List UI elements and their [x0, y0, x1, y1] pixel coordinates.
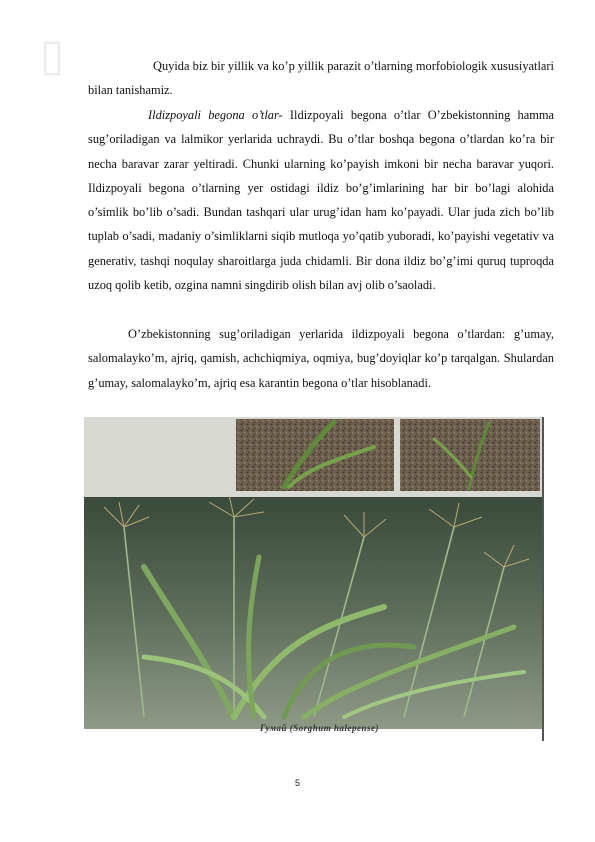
seedling-photo-left — [236, 419, 394, 491]
paragraph-intro — [88, 54, 554, 103]
sorghum-photo — [84, 417, 544, 741]
paragraph-rhizome-weeds — [88, 103, 554, 297]
sorghum-illustration — [84, 417, 542, 741]
paragraph-species — [88, 322, 554, 395]
rhizome-weeds-body: Ildizpoyali begona o’tlar O’zbekistonning hamma sug’oriladigan va lalmikor yerlarida uchraydi. Bu o’tlar boshqa begona o’tlardan ko’ra bir necha baravar zarar yeltiradi. Chunki ularning ko’payish imkoni bir necha baravar yuqori. Ildizpoyali begona o’tlarning yer ostidagi ildiz bo’g’imlarining har bir bo’lagi alohida o’simlik bo’lib o’sadi. Bundan tashqari ular urug’idan ham ko’payadi. Ular juda zich bo’lib tuplab o’sadi, madaniy o’simliklarni siqib mutloqa yo’qatib yuboradi, ko’payishi vegetativ va generativ, tashqi noqulay sharoitlarga juda chidamli. Bir dona ildiz bo’g’imi quruq tuproqda uzoq qolib ketib, ozgina namni singdirib olish bilan avj olib o’saoladi. — [88, 108, 554, 293]
page-number: 5 — [294, 778, 300, 788]
intro-text: Quyida biz bir yillik va ko’p yillik parazit o’tlarning morfobiologik xususiyatlari bilan tanishamiz. — [88, 59, 554, 98]
watermark: ▯ — [40, 30, 69, 81]
figure-caption: Гумай (Sorghum halepense) — [260, 723, 380, 733]
species-text: O’zbekistonning sug’oriladigan yerlarida ildizpoyali begona o’tlardan: g’umay, salomalayko’m, ajriq, qamish, achchiqmiya, oqmiya, bug’doyiqlar ko’p tarqalgan. Shulardan g’umay, salomalayko’m, ajriq esa karantin begona o’tlar hisoblanadi. — [88, 327, 554, 390]
plant-photo-main — [84, 497, 542, 729]
rhizome-weeds-term: Ildizpoyali begona o’tlar- — [148, 108, 283, 122]
